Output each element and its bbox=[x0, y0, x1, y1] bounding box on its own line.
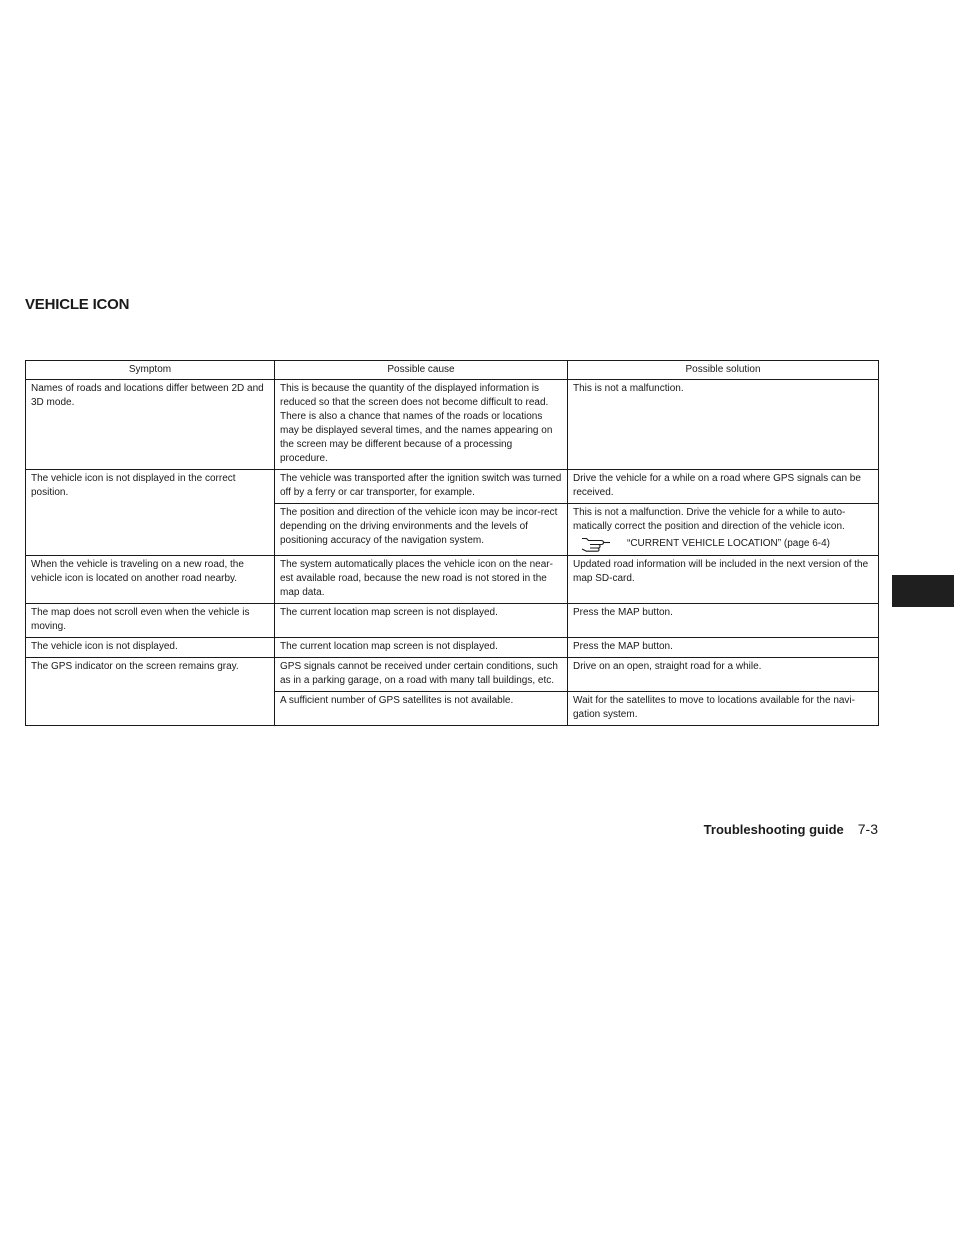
cause-cell: A sufficient number of GPS satellites is not available. bbox=[275, 692, 568, 726]
table-row bbox=[26, 380, 879, 470]
symptom-cell: The GPS indicator on the screen remains gray. bbox=[26, 658, 275, 726]
solution-cell: Press the MAP button. bbox=[568, 604, 879, 638]
page-number: 7-3 bbox=[857, 821, 878, 837]
solution-cell: Press the MAP button. bbox=[568, 638, 879, 658]
table-row bbox=[26, 556, 879, 604]
table-header-row bbox=[26, 361, 879, 380]
header-symptom: Symptom bbox=[26, 361, 275, 380]
solution-cell bbox=[568, 504, 879, 556]
cause-cell: GPS signals cannot be received under certain conditions, such as in a parking garage, on a road with many tall buildings, etc. bbox=[275, 658, 568, 692]
solution-text: This is not a malfunction. Drive the vehicle for a while to auto-matically correct the position and direction of the vehicle icon. bbox=[573, 507, 846, 532]
chapter-tab-marker bbox=[892, 575, 954, 607]
solution-cell: This is not a malfunction. bbox=[568, 380, 879, 470]
header-possible-cause: Possible cause bbox=[275, 361, 568, 380]
cause-cell: The system automatically places the vehicle icon on the near-est available road, because the new road is not stored in the map data. bbox=[275, 556, 568, 604]
table-row bbox=[26, 470, 879, 504]
cause-cell: The position and direction of the vehicle icon may be incor-rect depending on the driving environments and the levels of positioning accuracy of the navigation system. bbox=[275, 504, 568, 556]
symptom-cell: When the vehicle is traveling on a new road, the vehicle icon is located on another road nearby. bbox=[26, 556, 275, 604]
page-reference-text: “CURRENT VEHICLE LOCATION” (page 6-4) bbox=[627, 538, 831, 549]
cause-cell: This is because the quantity of the displayed information is reduced so that the screen does not become difficult to read. There is also a chance that names of the roads or locations may be displayed several times, and the names appearing on the screen may be different because of a processing procedure. bbox=[275, 380, 568, 470]
table-row bbox=[26, 604, 879, 638]
cause-cell: The vehicle was transported after the ignition switch was turned off by a ferry or car transporter, for example. bbox=[275, 470, 568, 504]
header-possible-solution: Possible solution bbox=[568, 361, 879, 380]
symptom-cell: Names of roads and locations differ between 2D and 3D mode. bbox=[26, 380, 275, 470]
footer-section-title: Troubleshooting guide bbox=[703, 822, 844, 837]
section-title: VEHICLE ICON bbox=[25, 296, 130, 313]
symptom-cell: The vehicle icon is not displayed in the correct position. bbox=[26, 470, 275, 556]
cause-cell: The current location map screen is not displayed. bbox=[275, 604, 568, 638]
solution-cell: Drive the vehicle for a while on a road where GPS signals can be received. bbox=[568, 470, 879, 504]
pointing-hand-icon bbox=[581, 536, 611, 552]
symptom-cell: The vehicle icon is not displayed. bbox=[26, 638, 275, 658]
table-row bbox=[26, 638, 879, 658]
troubleshooting-table bbox=[25, 360, 879, 726]
symptom-cell: The map does not scroll even when the vehicle is moving. bbox=[26, 604, 275, 638]
page-footer bbox=[704, 821, 878, 837]
page-reference bbox=[573, 536, 873, 552]
solution-cell: Wait for the satellites to move to locations available for the navi-gation system. bbox=[568, 692, 879, 726]
cause-cell: The current location map screen is not displayed. bbox=[275, 638, 568, 658]
solution-cell: Drive on an open, straight road for a while. bbox=[568, 658, 879, 692]
solution-cell: Updated road information will be included in the next version of the map SD-card. bbox=[568, 556, 879, 604]
table-row bbox=[26, 658, 879, 692]
